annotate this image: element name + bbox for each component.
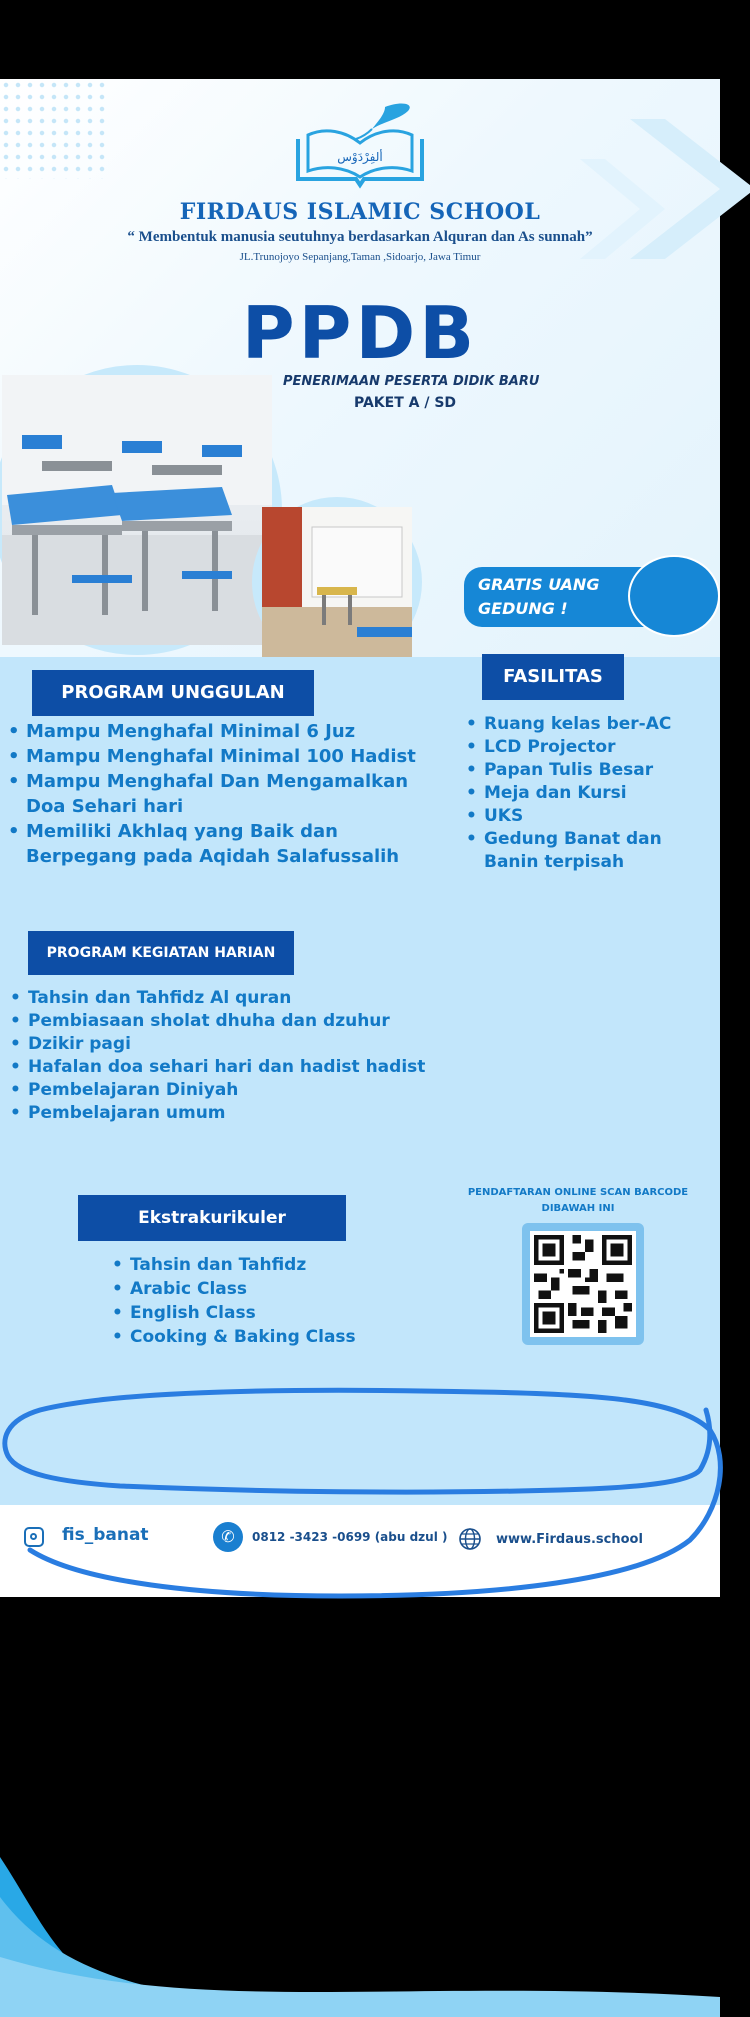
svg-text:ألفِرْدَوْس: ألفِرْدَوْس [337, 150, 383, 164]
list-item: • Cooking & Baking Class [112, 1325, 412, 1349]
phone-number[interactable]: 0812 -3423 -0699 (abu dzul ) [252, 1530, 448, 1544]
list-item: • Pembelajaran Diniyah [10, 1079, 480, 1102]
promo-text: GRATIS UANG GEDUNG ! [478, 575, 600, 618]
list-item: • Pembelajaran umum [10, 1102, 480, 1125]
dot-pattern [0, 79, 110, 179]
classroom-photo-large [0, 365, 282, 655]
fasilitas-list [466, 713, 716, 874]
list-item: • Papan Tulis Besar [466, 759, 716, 782]
school-name: FIRDAUS ISLAMIC SCHOOL [179, 199, 541, 225]
registration-qr-code[interactable] [522, 1223, 644, 1345]
footer-bar [0, 1505, 720, 1597]
instagram-handle[interactable]: fis_banat [62, 1525, 149, 1545]
program-unggulan-list [8, 719, 448, 869]
list-item: • Ruang kelas ber-AC [466, 713, 716, 736]
fasilitas-heading: FASILITAS [482, 654, 624, 700]
ekstrakurikuler-list [112, 1253, 412, 1349]
promo-badge [464, 555, 720, 637]
globe-icon [458, 1527, 482, 1551]
classroom-photo-small [252, 497, 422, 667]
kegiatan-harian-list [10, 987, 480, 1125]
school-address: JL.Trunojoyo Sepanjang,Taman ,Sidoarjo, Jawa Timur [239, 251, 481, 263]
decorative-wave [0, 1857, 720, 2017]
list-item: • Arabic Class [112, 1277, 412, 1301]
ppdb-subtitle: PENERIMAAN PESERTA DIDIK BARU [283, 374, 540, 389]
website-link[interactable]: www.Firdaus.school [496, 1532, 643, 1547]
qr-code [530, 1231, 636, 1337]
kegiatan-harian-heading: PROGRAM KEGIATAN HARIAN [28, 931, 294, 975]
school-tagline: “ Membentuk manusia seutuhnya berdasarkan Alquran dan As sunnah” [127, 229, 593, 245]
list-item: • Mampu Menghafal Dan Mengamalkan Doa Sehari hari [8, 769, 448, 819]
ekstrakurikuler-heading: Ekstrakurikuler [78, 1195, 346, 1241]
poster [0, 79, 720, 1547]
list-item: • Mampu Menghafal Minimal 6 Juz [8, 719, 448, 744]
package-label: PAKET A / SD [354, 395, 457, 411]
list-item: • Memiliki Akhlaq yang Baik dan Berpegang pada Aqidah Salafussalih [8, 819, 448, 869]
program-unggulan-heading: PROGRAM UNGGULAN [32, 670, 314, 716]
list-item: • LCD Projector [466, 736, 716, 759]
school-logo [290, 99, 430, 189]
poster-header-area [0, 79, 720, 657]
list-item: • Tahsin dan Tahfidz [112, 1253, 412, 1277]
list-item: • Pembiasaan sholat dhuha dan dzuhur [10, 1010, 480, 1033]
list-item: • UKS [466, 805, 716, 828]
phone-icon: ✆ [213, 1522, 243, 1552]
list-item: • Gedung Banat dan Banin terpisah [466, 828, 716, 874]
list-item: • Meja dan Kursi [466, 782, 716, 805]
list-item: • Tahsin dan Tahfidz Al quran [10, 987, 480, 1010]
list-item: • Dzikir pagi [10, 1033, 480, 1056]
list-item: • Mampu Menghafal Minimal 100 Hadist [8, 744, 448, 769]
list-item: • Hafalan doa sehari hari dan hadist hadist [10, 1056, 480, 1079]
ppdb-title: PPDB [241, 291, 479, 375]
registration-instruction: PENDAFTARAN ONLINE SCAN BARCODE DIBAWAH INI [467, 1187, 689, 1214]
instagram-icon [24, 1527, 44, 1547]
list-item: • English Class [112, 1301, 412, 1325]
